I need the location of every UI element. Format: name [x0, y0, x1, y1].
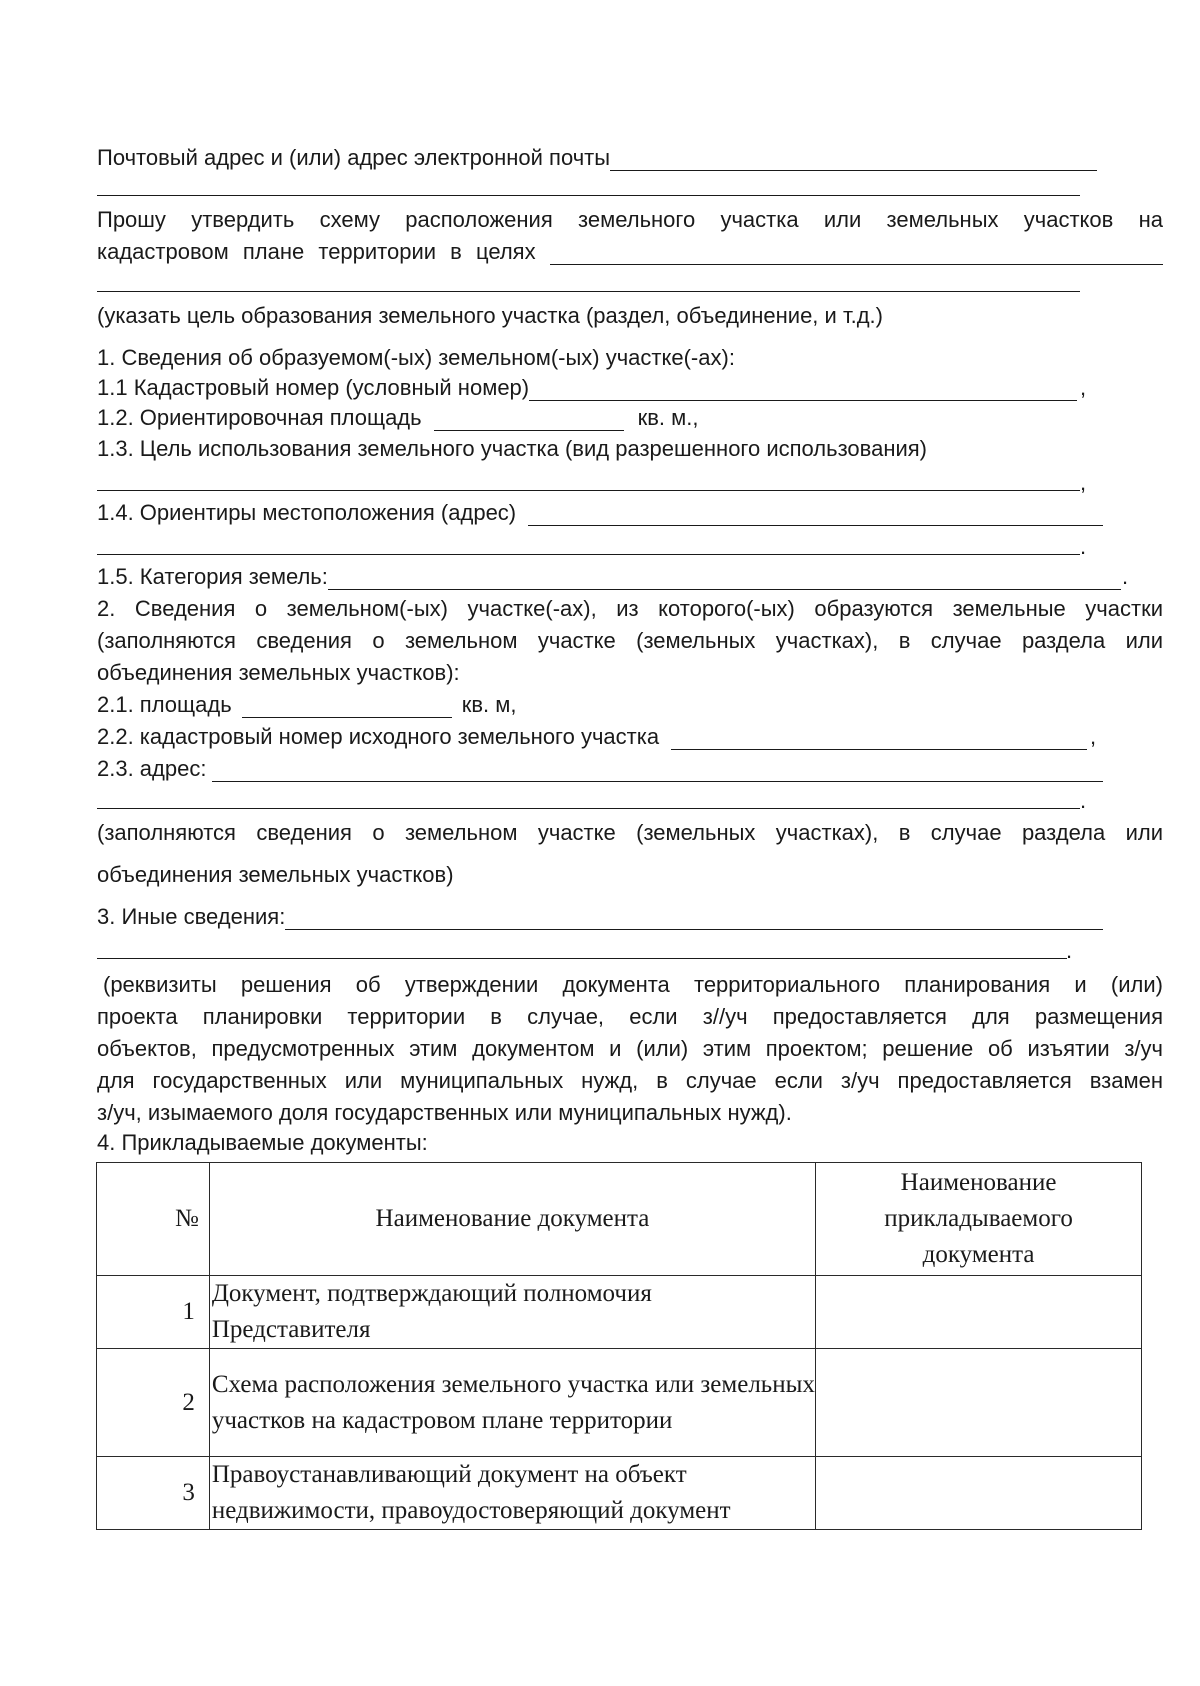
- other-info-note-line-1: (реквизиты решения об утверждении документа территориального планирования и (или): [103, 972, 1163, 997]
- attached-documents-table: [96, 1162, 1142, 1530]
- postal-address-field-line2[interactable]: [97, 195, 1080, 196]
- document-name: Схема расположения земельного участка или земельных участков на кадастровом плане территории: [209, 1349, 815, 1457]
- area-label: 1.2. Ориентировочная площадь: [97, 405, 422, 430]
- comma: ,: [1080, 375, 1087, 400]
- land-category-label: 1.5. Категория земель:: [97, 564, 328, 589]
- row-number: 2: [97, 1349, 210, 1457]
- period: .: [1066, 938, 1073, 963]
- cadastral-number-row: [97, 375, 1077, 401]
- request-line-1: Прошу утвердить схему расположения земельного участка или земельных участков на: [97, 207, 1163, 232]
- location-field[interactable]: [528, 506, 1103, 526]
- other-info-field-line2[interactable]: [97, 958, 1067, 959]
- source-cadastral-label: 2.2. кадастровый номер исходного земельного участка: [97, 724, 660, 749]
- row-number: 3: [97, 1457, 210, 1530]
- area-row: [97, 405, 797, 431]
- section-2-note-1: (заполняются сведения о земельном участке (земельных участках), в случае раздела или: [97, 820, 1163, 845]
- attached-document-cell[interactable]: [816, 1457, 1142, 1530]
- section-1-title: 1. Сведения об образуемом(-ых) земельном(-ых) участке(-ах):: [97, 345, 735, 370]
- table-row: [97, 1276, 1142, 1349]
- location-label: 1.4. Ориентиры местоположения (адрес): [97, 500, 517, 525]
- purpose-field[interactable]: [550, 245, 1163, 265]
- comma: ,: [1080, 470, 1087, 495]
- period: .: [1080, 788, 1087, 813]
- request-line-2: кадастровом плане территории в целях: [97, 239, 536, 264]
- cadastral-number-field[interactable]: [529, 381, 1077, 401]
- row-number: 1: [97, 1276, 210, 1349]
- postal-address-row: [97, 145, 1097, 171]
- source-address-field-line2[interactable]: [97, 808, 1080, 809]
- table-row: [97, 1457, 1142, 1530]
- source-area-field[interactable]: [242, 698, 452, 718]
- other-info-label: 3. Иные сведения:: [97, 904, 286, 929]
- cadastral-number-label: 1.1 Кадастровый номер (условный номер): [97, 375, 530, 400]
- source-cadastral-field[interactable]: [671, 730, 1087, 750]
- postal-address-field[interactable]: [610, 151, 1097, 171]
- other-info-row: [97, 904, 1103, 930]
- section-2-note-2: объединения земельных участков): [97, 862, 454, 887]
- header-number: №: [97, 1163, 210, 1276]
- section-2-line-2: (заполняются сведения о земельном участке (земельных участках), в случае раздела или: [97, 628, 1163, 653]
- request-purpose-row: [97, 239, 1163, 265]
- land-use-purpose-field[interactable]: [97, 490, 1080, 491]
- source-address-row: [97, 756, 1103, 782]
- source-area-unit: кв. м,: [461, 692, 517, 717]
- source-cadastral-row: [97, 724, 1087, 750]
- header-attached-document-name: Наименование прикладываемого документа: [816, 1163, 1142, 1276]
- land-category-field[interactable]: [328, 570, 1121, 590]
- document-name: Правоустанавливающий документ на объект недвижимости, правоудостоверяющий документ: [209, 1457, 815, 1530]
- area-field[interactable]: [434, 411, 624, 431]
- source-address-field[interactable]: [212, 762, 1103, 782]
- postal-address-label: Почтовый адрес и (или) адрес электронной почты: [97, 145, 611, 170]
- other-info-note-line-2: проекта планировки территории в случае, если з//уч предоставляется для размещения: [97, 1004, 1163, 1029]
- land-category-row: [97, 564, 1121, 590]
- other-info-note-line-5: з/уч, изымаемого доля государственных или муниципальных нужд).: [97, 1100, 792, 1125]
- section-4-title: 4. Прикладываемые документы:: [97, 1130, 428, 1155]
- source-address-label: 2.3. адрес:: [97, 756, 207, 781]
- location-row: [97, 500, 1103, 526]
- header-document-name: Наименование документа: [209, 1163, 815, 1276]
- other-info-field[interactable]: [285, 910, 1103, 930]
- period: .: [1122, 564, 1129, 589]
- source-area-row: [97, 692, 697, 718]
- purpose-note: (указать цель образования земельного участка (раздел, объединение, и т.д.): [97, 303, 883, 328]
- section-2-line-1: 2. Сведения о земельном(-ых) участке(-ах), из которого(-ых) образуются земельные участки: [97, 596, 1163, 621]
- other-info-note-line-4: для государственных или муниципальных нужд, в случае если з/уч предоставляется взамен: [97, 1068, 1163, 1093]
- purpose-field-line2[interactable]: [97, 291, 1080, 292]
- location-field-line2[interactable]: [97, 554, 1080, 555]
- table-header-row: [97, 1163, 1142, 1276]
- attached-document-cell[interactable]: [816, 1276, 1142, 1349]
- document-name: Документ, подтверждающий полномочия Представителя: [209, 1276, 815, 1349]
- table-row: [97, 1349, 1142, 1457]
- land-use-purpose-label: 1.3. Цель использования земельного участка (вид разрешенного использования): [97, 436, 927, 461]
- source-area-label: 2.1. площадь: [97, 692, 232, 717]
- area-unit: кв. м.,: [637, 405, 699, 430]
- section-2-line-3: объединения земельных участков):: [97, 660, 460, 685]
- comma: ,: [1090, 724, 1097, 749]
- period: .: [1080, 534, 1087, 559]
- other-info-note-line-3: объектов, предусмотренных этим документом и (или) этим проектом; решение об изъятии з/уч: [97, 1036, 1163, 1061]
- attached-document-cell[interactable]: [816, 1349, 1142, 1457]
